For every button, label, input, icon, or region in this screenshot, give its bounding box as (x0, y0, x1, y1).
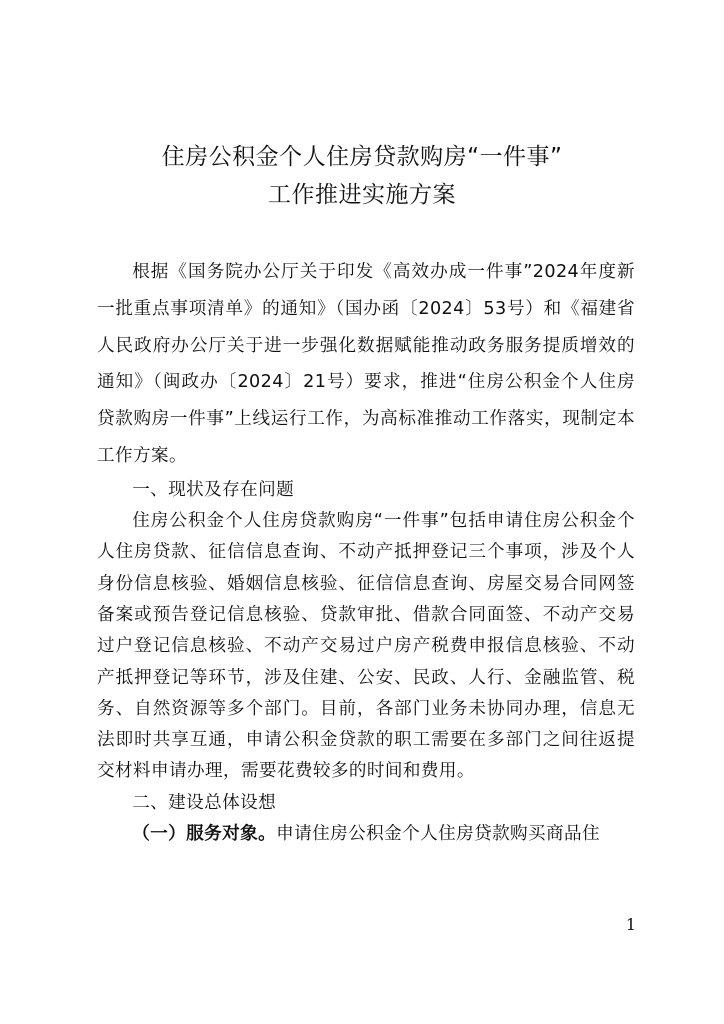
page-number: 1 (625, 915, 636, 934)
intro-paragraph: 根据《国务院办公厅关于印发《高效办成一件事”2024年度新一批重点事项清单》的通知》（国办函〔2024〕53号）和《福建省人民政府办公厅关于进一步强化数据赋能推动政务服务提质增效的通知》（闽政办〔2024〕21号）要求，推进“住房公积金个人住房贷款购房一件事”上线运行工作，为高标准推动工作落实，现制定本工作方案。 (97, 262, 635, 466)
section-heading-1: 一、现状及存在问题 (132, 479, 295, 500)
item-1-text: 申请住房公积金个人住房贷款购买商品住 (276, 824, 601, 845)
section-1-paragraph: 住房公积金个人住房贷款购房“一件事”包括申请住房公积金个人住房贷款、征信信息查询、不动产抵押登记三个事项，涉及个人身份信息核验、婚姻信息核验、征信信息查询、房屋交易合同网签备案或预告登记信息核验、贷款审批、借款合同面签、不动产交易过户登记信息核验、不动产交易过户房产税费申报信息核验、不动产抵押登记等环节，涉及住建、公安、民政、人行、金融监管、税务、自然资源等多个部门。目前，各部门业务未协同办理，信息无法即时共享互通，申请公积金贷款的职工需要在多部门之间往返提交材料申请办理，需要花费较多的时间和费用。 (97, 511, 635, 782)
document-title-line2: 工作推进实施方案 (268, 182, 456, 208)
item-1-paragraph (97, 819, 635, 850)
document-title-line1: 住房公积金个人住房贷款购房“一件事” (161, 144, 563, 170)
document-body (97, 254, 635, 850)
section-heading-2: 二、建设总体设想 (132, 792, 277, 813)
item-1-label: （一）服务对象。 (132, 824, 277, 845)
